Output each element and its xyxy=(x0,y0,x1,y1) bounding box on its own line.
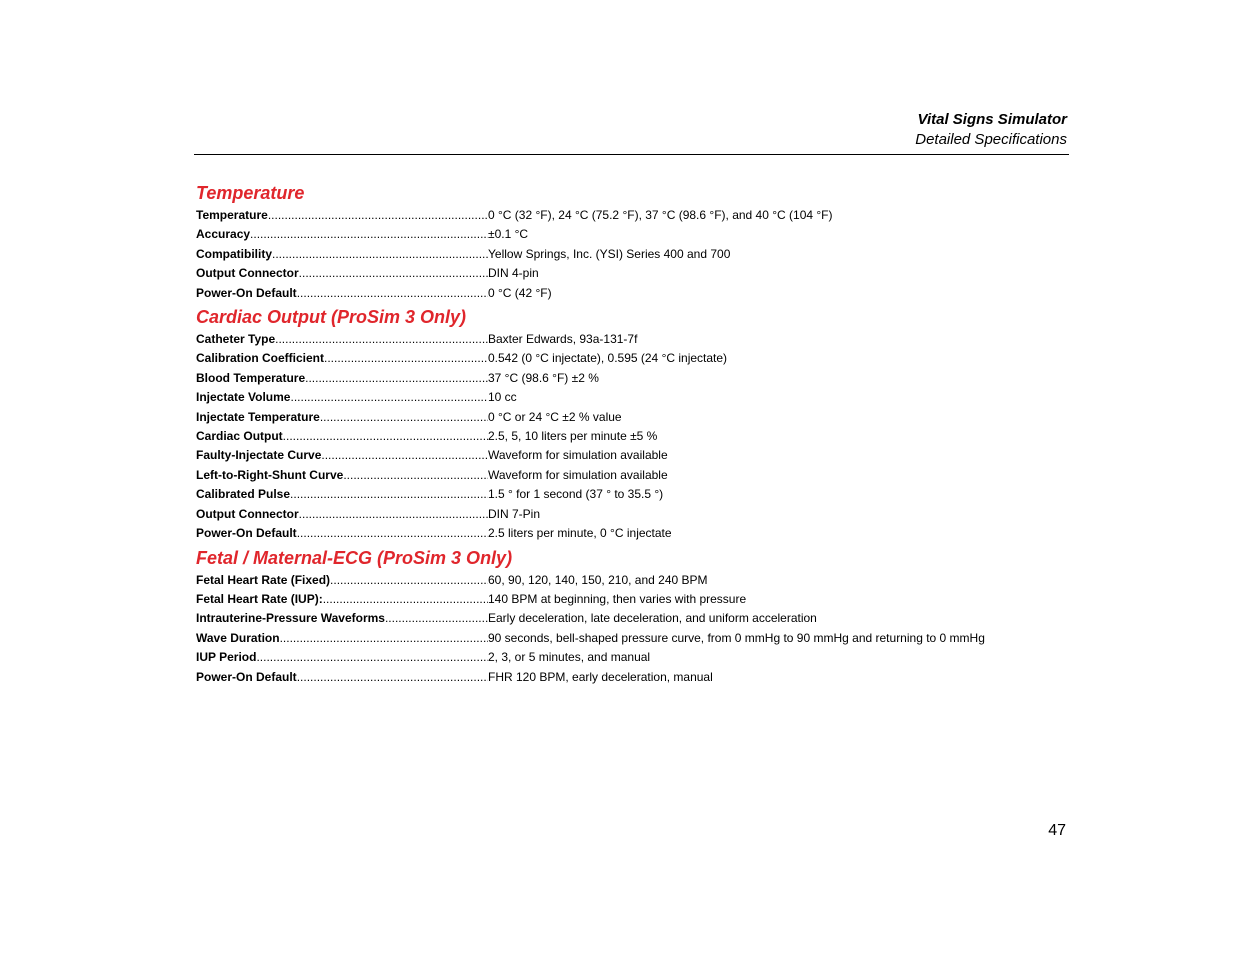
spec-row xyxy=(196,446,1056,465)
spec-label: Catheter Type xyxy=(196,332,276,347)
spec-row xyxy=(196,388,1056,407)
document-title: Vital Signs Simulator xyxy=(917,111,1067,128)
spec-value: 37 °C (98.6 °F) ±2 % xyxy=(488,370,599,385)
dot-leader xyxy=(324,349,488,368)
spec-value: 10 cc xyxy=(488,390,517,405)
spec-row xyxy=(196,349,1056,368)
spec-value: Baxter Edwards, 93a-131-7f xyxy=(488,332,638,347)
spec-row xyxy=(196,648,1056,667)
dot-leader xyxy=(256,648,488,667)
spec-label-cell xyxy=(196,609,488,628)
spec-label: Temperature xyxy=(196,208,268,222)
spec-label: Power-On Default xyxy=(196,526,297,541)
spec-value: 2.5 liters per minute, 0 °C injectate xyxy=(488,526,672,541)
spec-label: Output Connector xyxy=(196,266,299,281)
spec-label: Blood Temperature xyxy=(196,370,306,385)
dot-leader xyxy=(385,609,488,628)
page-number: 47 xyxy=(1048,822,1066,839)
spec-label-cell xyxy=(196,330,488,349)
dot-leader xyxy=(275,330,488,349)
spec-label-cell xyxy=(196,206,488,225)
spec-label-cell xyxy=(196,446,488,465)
spec-row xyxy=(196,245,1056,264)
spec-row xyxy=(196,485,1056,504)
dot-leader xyxy=(297,284,488,303)
spec-label: Fetal Heart Rate (IUP): xyxy=(196,591,323,606)
spec-label: Left-to-Right-Shunt Curve xyxy=(196,467,344,482)
spec-value: 0 °C or 24 °C ±2 % value xyxy=(488,409,622,424)
dot-leader xyxy=(330,571,488,590)
spec-row xyxy=(196,668,1056,687)
section-temperature xyxy=(196,180,1056,303)
spec-label-cell xyxy=(196,408,488,427)
spec-label-cell xyxy=(196,648,488,667)
dot-leader xyxy=(305,369,488,388)
spec-row xyxy=(196,369,1056,388)
spec-value: FHR 120 BPM, early deceleration, manual xyxy=(488,669,713,684)
spec-label-cell xyxy=(196,427,488,446)
dot-leader xyxy=(320,408,488,427)
spec-value: 0.542 (0 °C injectate), 0.595 (24 °C injectate) xyxy=(488,351,728,366)
spec-label: Output Connector xyxy=(196,506,299,521)
section-fetal-maternal-ecg xyxy=(196,545,1056,687)
spec-row xyxy=(196,590,1056,609)
spec-row xyxy=(196,284,1056,303)
spec-label-cell xyxy=(196,264,488,283)
section-cardiac-output xyxy=(196,304,1056,543)
spec-label-cell xyxy=(196,369,488,388)
spec-label-cell xyxy=(196,629,488,648)
spec-row xyxy=(196,330,1056,349)
spec-label-cell xyxy=(196,245,488,264)
spec-value: ±0.1 °C xyxy=(488,227,529,242)
spec-label-cell xyxy=(196,349,488,368)
spec-value: Waveform for simulation available xyxy=(488,448,668,463)
dot-leader xyxy=(290,388,488,407)
spec-label-cell xyxy=(196,524,488,543)
dot-leader xyxy=(299,264,488,283)
dot-leader xyxy=(297,524,488,543)
spec-row xyxy=(196,609,1056,628)
document-subtitle: Detailed Specifications xyxy=(915,131,1067,148)
spec-label-cell xyxy=(196,590,488,609)
dot-leader xyxy=(343,466,488,485)
spec-value: 0 °C (32 °F), 24 °C (75.2 °F), 37 °C (98.6 °F), and 40 °C (104 °F) xyxy=(488,208,833,222)
spec-row xyxy=(196,427,1056,446)
spec-row xyxy=(196,571,1056,590)
spec-row xyxy=(196,505,1056,524)
spec-label-cell xyxy=(196,505,488,524)
spec-label-cell xyxy=(196,571,488,590)
spec-row xyxy=(196,629,1056,648)
spec-value: Yellow Springs, Inc. (YSI) Series 400 and 700 xyxy=(488,246,731,261)
spec-label: Fetal Heart Rate (Fixed) xyxy=(196,572,331,587)
spec-label: Accuracy xyxy=(196,227,251,242)
spec-label: Power-On Default xyxy=(196,669,297,684)
spec-label: Compatibility xyxy=(196,246,273,261)
section-title: Fetal / Maternal-ECG (ProSim 3 Only) xyxy=(196,547,513,568)
dot-leader xyxy=(272,245,488,264)
spec-value: 60, 90, 120, 140, 150, 210, and 240 BPM xyxy=(488,572,708,587)
spec-label: Power-On Default xyxy=(196,285,297,300)
dot-leader xyxy=(321,446,488,465)
spec-label: Intrauterine-Pressure Waveforms xyxy=(196,611,385,626)
spec-value: 140 BPM at beginning, then varies with pressure xyxy=(488,591,747,606)
spec-label: Calibrated Pulse xyxy=(196,487,291,502)
header-divider xyxy=(194,154,1069,155)
spec-value: Waveform for simulation available xyxy=(488,467,668,482)
dot-leader xyxy=(280,629,488,648)
dot-leader xyxy=(323,590,488,609)
spec-label-cell xyxy=(196,485,488,504)
spec-value: Early deceleration, late deceleration, and uniform acceleration xyxy=(488,611,817,626)
spec-label: Cardiac Output xyxy=(196,429,283,444)
spec-row xyxy=(196,264,1056,283)
spec-label-cell xyxy=(196,388,488,407)
spec-label: Faulty-Injectate Curve xyxy=(196,448,322,463)
section-title: Cardiac Output (ProSim 3 Only) xyxy=(196,307,467,328)
spec-label: Calibration Coefficient xyxy=(196,351,325,366)
spec-value: 2.5, 5, 10 liters per minute ±5 % xyxy=(488,429,658,444)
dot-leader xyxy=(297,668,488,687)
spec-row xyxy=(196,206,1056,225)
spec-label: Injectate Temperature xyxy=(196,409,320,424)
spec-label-cell xyxy=(196,466,488,485)
spec-value: 1.5 ° for 1 second (37 ° to 35.5 °) xyxy=(488,487,664,502)
spec-label: Injectate Volume xyxy=(196,390,291,405)
spec-label-cell xyxy=(196,668,488,687)
spec-label-cell xyxy=(196,225,488,244)
spec-row xyxy=(196,466,1056,485)
dot-leader xyxy=(250,225,488,244)
dot-leader xyxy=(268,206,488,225)
dot-leader xyxy=(299,505,488,524)
spec-row xyxy=(196,524,1056,543)
dot-leader xyxy=(283,427,488,446)
spec-value: 90 seconds, bell-shaped pressure curve, from 0 mmHg to 90 mmHg and returning to 0 mmHg xyxy=(488,630,985,645)
spec-label: Wave Duration xyxy=(196,630,280,645)
spec-content xyxy=(196,180,1056,687)
page-header xyxy=(194,110,1069,149)
dot-leader xyxy=(290,485,488,504)
spec-value: DIN 4-pin xyxy=(488,266,539,281)
spec-label-cell xyxy=(196,284,488,303)
spec-row xyxy=(196,225,1056,244)
spec-value: 2, 3, or 5 minutes, and manual xyxy=(488,650,651,665)
spec-label: IUP Period xyxy=(196,650,257,665)
spec-value: 0 °C (42 °F) xyxy=(488,285,552,300)
section-title: Temperature xyxy=(196,183,305,203)
spec-row xyxy=(196,408,1056,427)
spec-value: DIN 7-Pin xyxy=(488,506,541,521)
